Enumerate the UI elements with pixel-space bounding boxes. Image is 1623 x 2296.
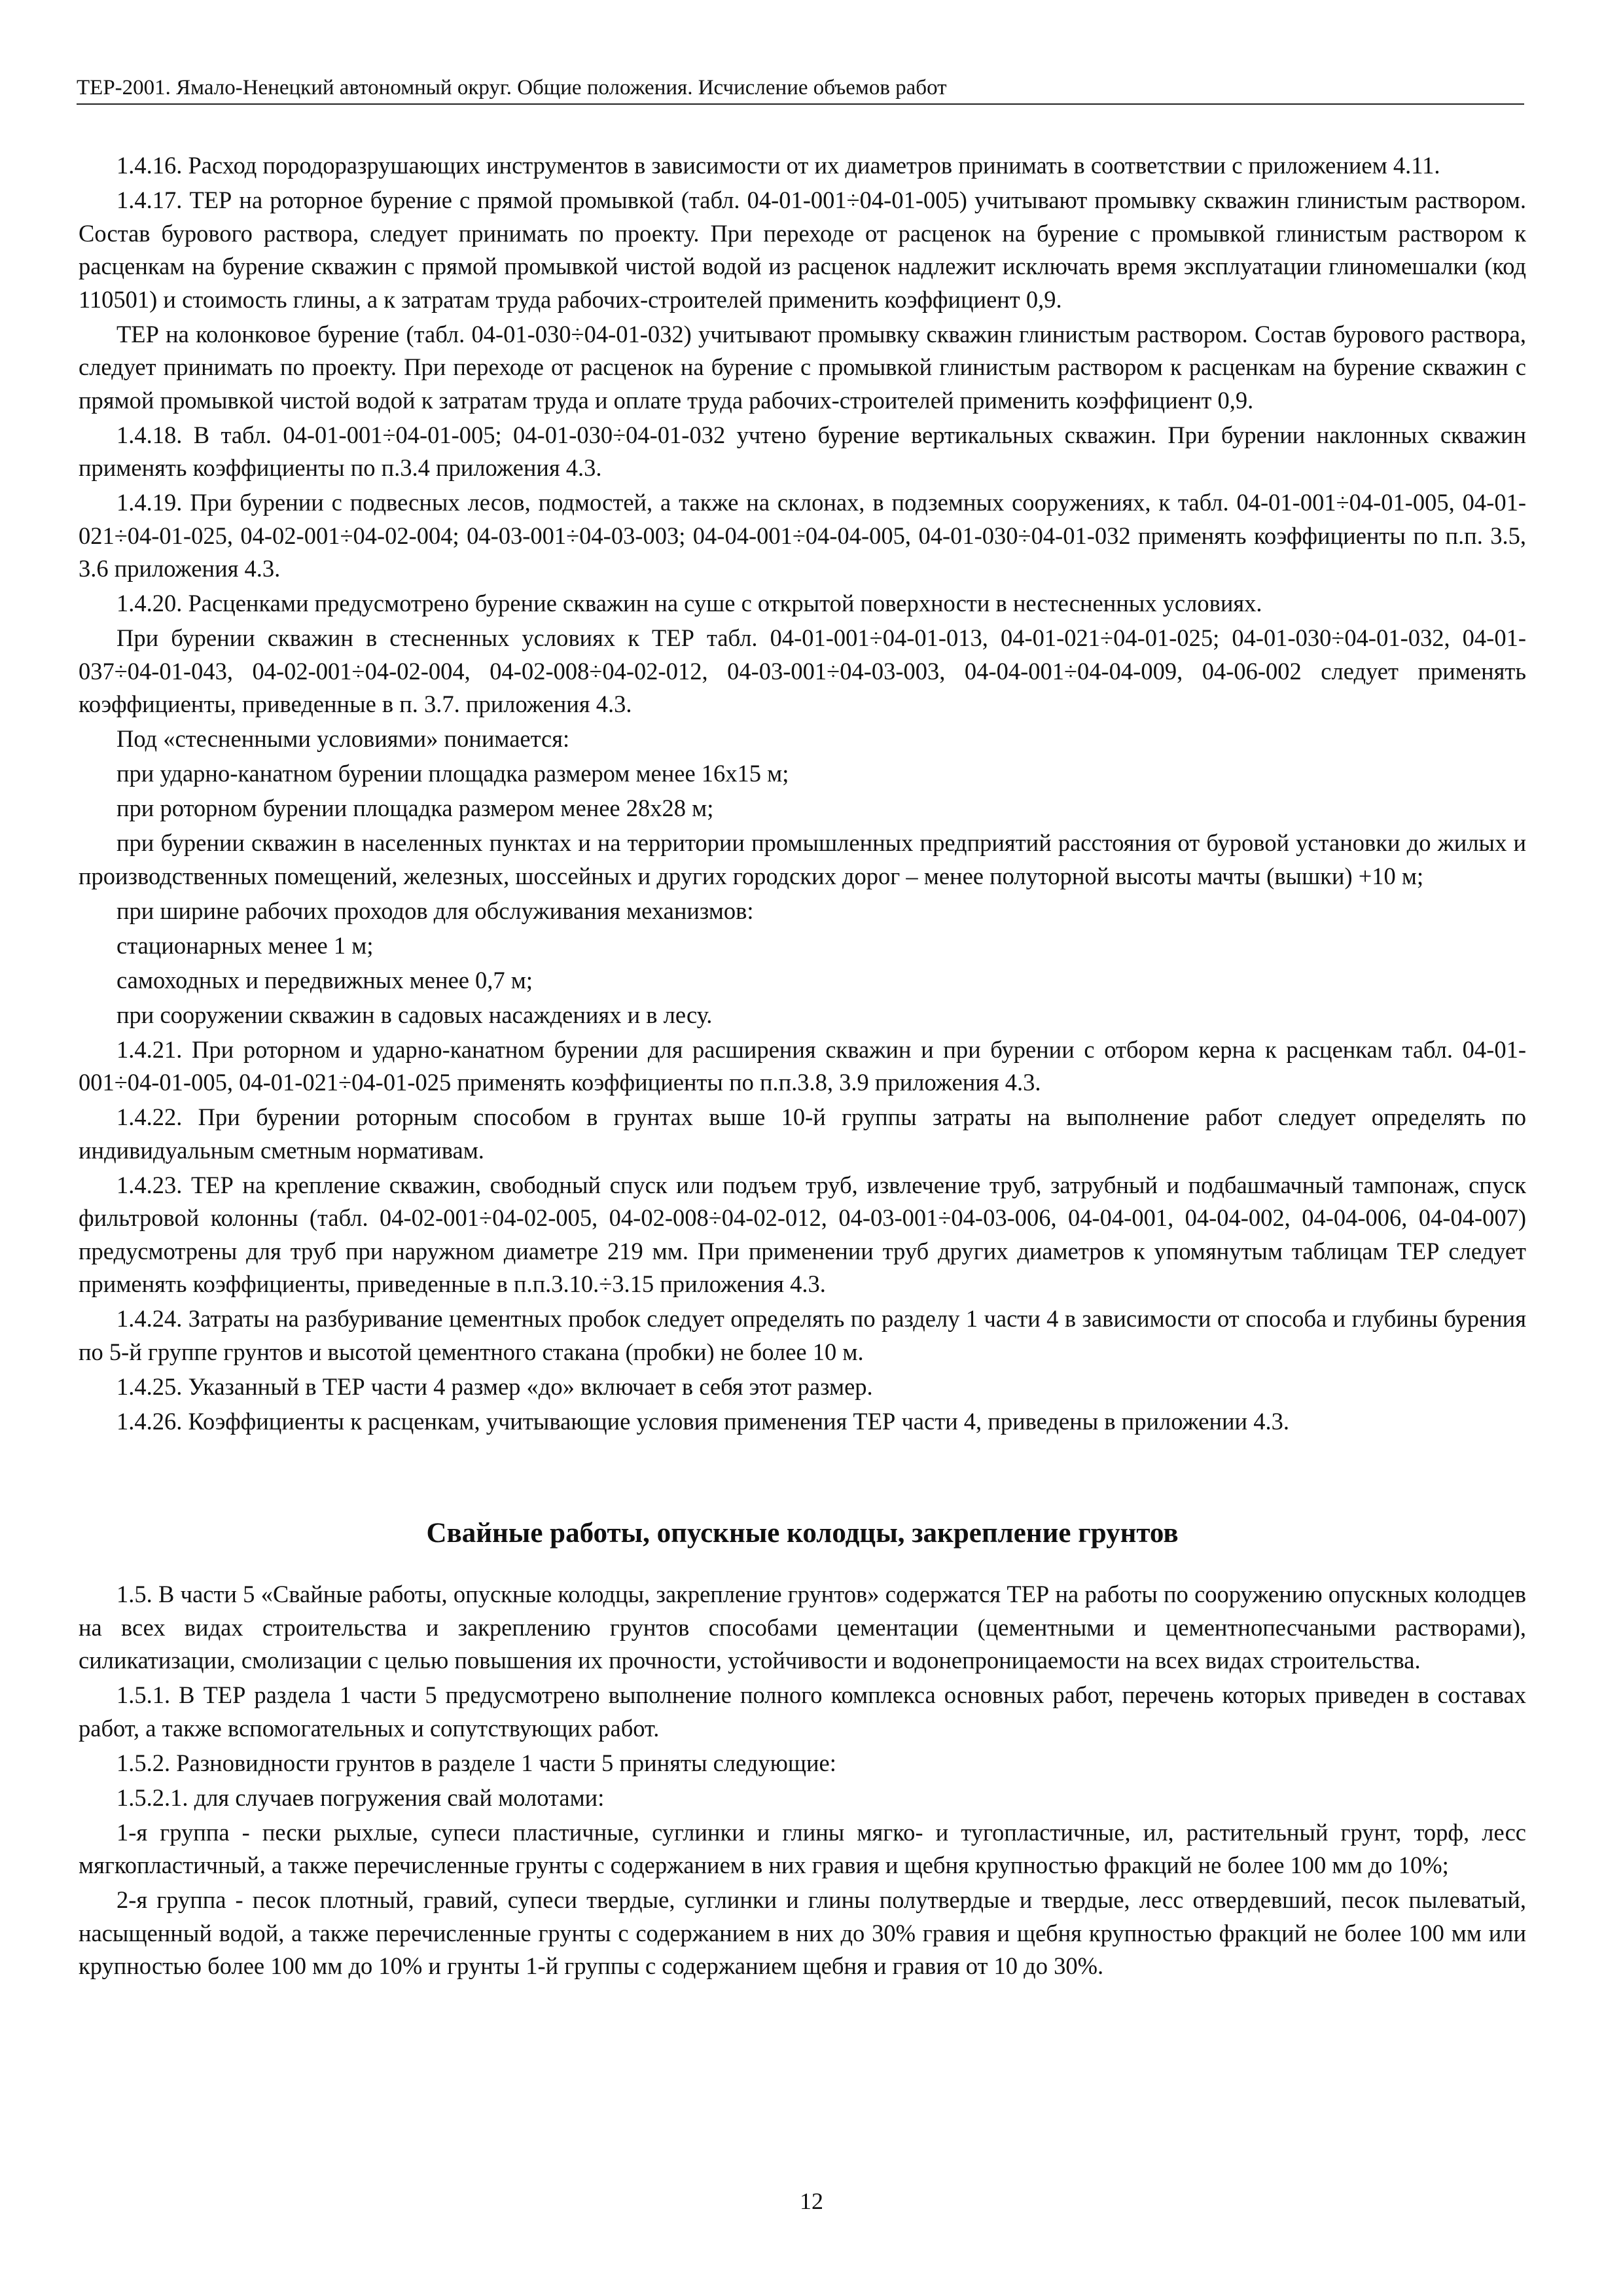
paragraph: 1.5.2. Разновидности грунтов в разделе 1 части 5 приняты следующие: xyxy=(116,1749,836,1776)
paragraph: 1.4.24. Затраты на разбуривание цементных пробок следует определять по разделу 1 части 4 в зависимости от способа и глубины бурения по 5-й группе грунтов и высотой цементного стакана (пробки) не более 10 м. xyxy=(79,1305,1526,1365)
paragraph: 1.4.19. При бурении с подвесных лесов, подмостей, а также на склонах, в подземных сооружениях, к табл. 04-01-001÷04-01-005, 04-01-021÷04-01-025, 04-02-001÷04-02-004; 04-03-001÷04-03-003; 04-04-001÷04-04-005, 04-01-030÷04-01-032 применять коэффициенты по п.п. 3.5, 3.6 приложения 4.3. xyxy=(79,489,1526,582)
paragraph: При бурении скважин в стесненных условиях к ТЕР табл. 04-01-001÷04-01-013, 04-01-021÷04-01-025; 04-01-030÷04-01-032, 04-01-037÷04-01-043, 04-02-001÷04-02-004, 04-02-008÷04-02-012, 04-03-001÷04-03-003, 04-04-001÷04-04-009, 04-06-002 следует применять коэффициенты, приведенные в п. 3.7. приложения 4.3. xyxy=(79,624,1526,717)
paragraph: 1.5.1. В ТЕР раздела 1 части 5 предусмотрено выполнение полного комплекса основных работ, перечень которых приведен в составах работ, а также вспомогательных и сопутствующих работ. xyxy=(79,1681,1526,1742)
paragraph: 1.4.18. В табл. 04-01-001÷04-01-005; 04-01-030÷04-01-032 учтено бурение вертикальных скважин. При бурении наклонных скважин применять коэффициенты по п.3.4 приложения 4.3. xyxy=(79,421,1526,481)
paragraph: 1.4.21. При роторном и ударно-канатном бурении для расширения скважин и при бурении с отбором керна к расценкам табл. 04-01-001÷04-01-005, 04-01-021÷04-01-025 применять коэффициенты по п.п.3.8, 3.9 приложения 4.3. xyxy=(79,1035,1526,1096)
paragraph: при ширине рабочих проходов для обслуживания механизмов: xyxy=(116,897,754,924)
paragraph: 2-я группа - песок плотный, гравий, супеси твердые, суглинки и глины полутвердые и твердые, лесс отвердевший, песок пылеватый, насыщенный водой, а также перечисленные грунты с содержанием в них до 30% гравия и щебня крупностью фракций не более 100 мм или крупностью более 100 мм до 10% и грунты 1-й группы с содержанием щебня и гравия от 10 до 30%. xyxy=(79,1886,1526,1979)
section-heading: Свайные работы, опускные колодцы, закрепление грунтов xyxy=(426,1518,1179,1549)
paragraph: при бурении скважин в населенных пунктах и на территории промышленных предприятий расстояния от буровой установки до жилых и производственных помещений, железных, шоссейных и других городских дорог – менее полуторной высоты мачты (вышки) +10 м; xyxy=(79,829,1526,889)
paragraph: Под «стесненными условиями» понимается: xyxy=(116,725,570,752)
paragraph: при сооружении скважин в садовых насаждениях и в лесу. xyxy=(116,1001,713,1028)
paragraph: 1.4.17. ТЕР на роторное бурение с прямой промывкой (табл. 04-01-001÷04-01-005) учитывают промывку скважин глинистым раствором. Состав бурового раствора, следует принимать по проекту. При переходе от расценок на бурение с промывкой глинистым раствором к расценкам на бурение скважин с прямой промывкой чистой водой из расценок надлежит исключать время эксплуатации глиномешалки (код 110501) и стоимость глины, а к затратам труда рабочих-строителей применить коэффициент 0,9. xyxy=(79,187,1526,313)
paragraph: 1.5.2.1. для случаев погружения свай молотами: xyxy=(116,1784,605,1811)
paragraph: 1.4.16. Расход породоразрушающих инструментов в зависимости от их диаметров принимать в соответствии с приложением 4.11. xyxy=(116,152,1440,179)
paragraph: самоходных и передвижных менее 0,7 м; xyxy=(116,966,533,994)
paragraph: стационарных менее 1 м; xyxy=(116,931,374,959)
running-header: ТЕР-2001. Ямало-Ненецкий автономный округ. Общие положения. Исчисление объемов работ xyxy=(77,76,947,99)
paragraph: ТЕР на колонковое бурение (табл. 04-01-030÷04-01-032) учитывают промывку скважин глинистым раствором. Состав бурового раствора, следует принимать по проекту. При переходе от расценок на бурение с промывкой глинистым раствором к расценкам на бурение скважин с прямой промывкой чистой водой к затратам труда и оплате труда рабочих-строителей применить коэффициент 0,9. xyxy=(79,320,1526,414)
page-body xyxy=(79,149,1526,1984)
page-number: 12 xyxy=(800,2188,823,2214)
paragraph: при роторном бурении площадка размером менее 28х28 м; xyxy=(116,795,714,821)
paragraph: 1.4.26. Коэффициенты к расценкам, учитывающие условия применения ТЕР части 4, приведены в приложении 4.3. xyxy=(116,1407,1289,1435)
paragraph: 1.4.25. Указанный в ТЕР части 4 размер «до» включает в себя этот размер. xyxy=(116,1372,873,1400)
paragraph: при ударно-канатном бурении площадка размером менее 16х15 м; xyxy=(116,760,789,787)
paragraph: 1.5. В части 5 «Свайные работы, опускные колодцы, закрепление грунтов» содержатся ТЕР на работы по сооружению опускных колодцев на всех видах строительства и закреплению грунтов способами цементации (цементными и цементнопесчаными растворами), силикатизации, смолизации с целью повышения их прочности, устойчивости и водонепроницаемости на всех видах строительства. xyxy=(79,1581,1526,1674)
header-rule xyxy=(77,103,1524,105)
paragraph: 1.4.23. ТЕР на крепление скважин, свободный спуск или подъем труб, извлечение труб, затрубный и подбашмачный тампонаж, спуск фильтровой колонны (табл. 04-02-001÷04-02-005, 04-02-008÷04-02-012, 04-03-001÷04-03-006, 04-04-001, 04-04-002, 04-04-006, 04-04-007) предусмотрены для труб при наружном диаметре 219 мм. При применении труб других диаметров к упомянутым таблицам ТЕР следует применять коэффициенты, приведенные в п.п.3.10.÷3.15 приложения 4.3. xyxy=(79,1171,1526,1297)
paragraph: 1-я группа - пески рыхлые, супеси пластичные, суглинки и глины мягко- и тугопластичные, ил, растительный грунт, торф, лесс мягкопластичный, а также перечисленные грунты с содержанием в них гравия и щебня крупностью фракций не более 100 мм до 10%; xyxy=(79,1818,1526,1878)
paragraph: 1.4.22. При бурении роторным способом в грунтах выше 10-й группы затраты на выполнение работ следует определять по индивидуальным сметным нормативам. xyxy=(79,1103,1526,1164)
paragraph: 1.4.20. Расценками предусмотрено бурение скважин на суше с открытой поверхности в нестесненных условиях. xyxy=(116,590,1262,617)
